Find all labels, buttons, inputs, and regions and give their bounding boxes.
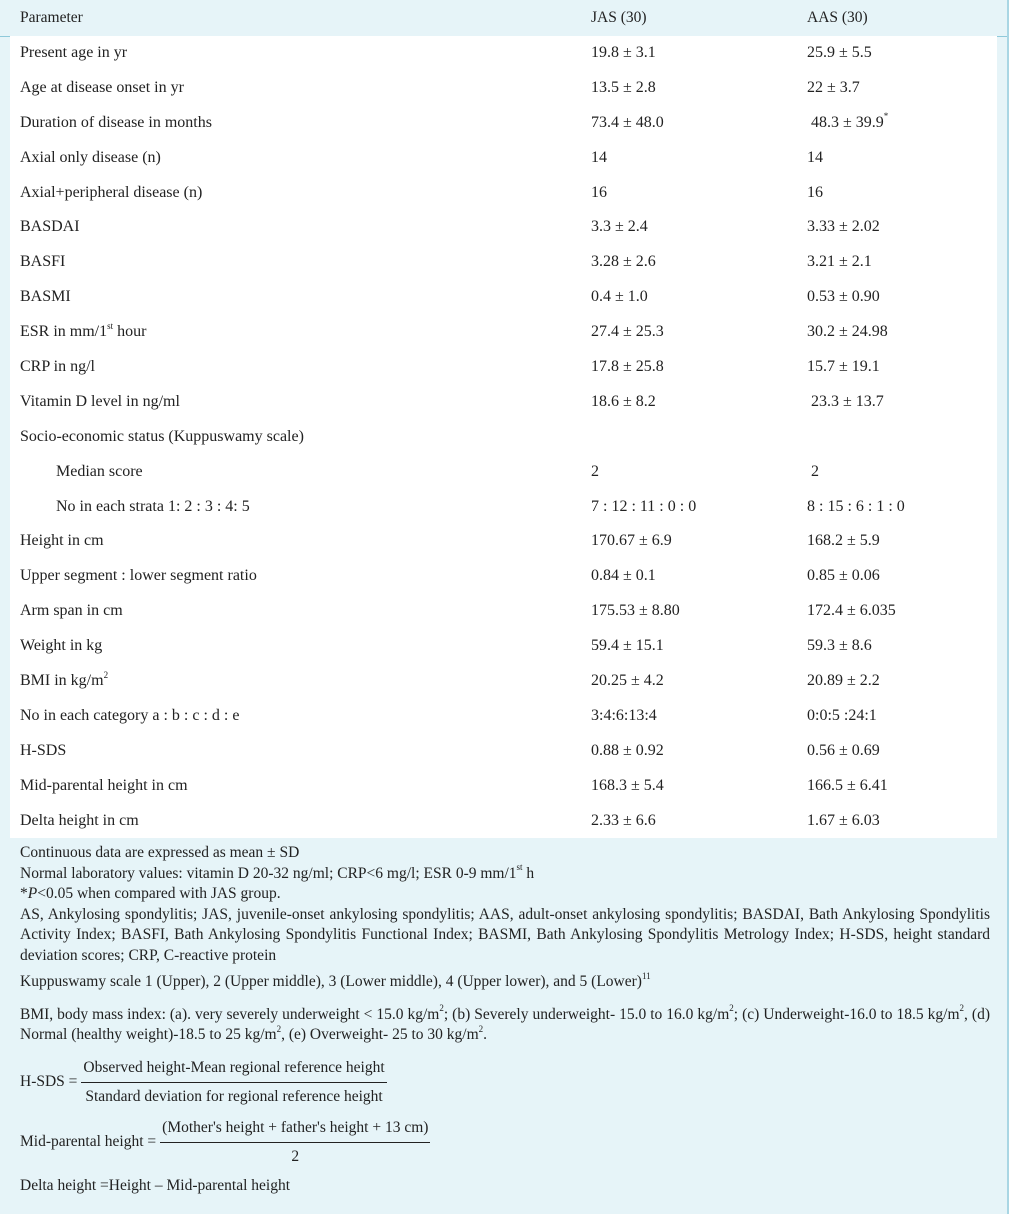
table-row xyxy=(10,664,997,699)
cell-parameter: Vitamin D level in ng/ml xyxy=(20,392,180,410)
cell-aas: 166.5 ± 6.41 xyxy=(807,776,888,794)
cell-jas: 18.6 ± 8.2 xyxy=(591,392,656,410)
cell-parameter: Delta height in cm xyxy=(20,811,139,829)
cell-parameter: BMI in $kg/m^2$ xyxy=(20,669,109,690)
cell-jas: 2.33 ± 6.6 xyxy=(591,811,656,829)
table-row xyxy=(10,699,997,734)
cell-parameter: BASFI xyxy=(20,253,66,271)
cell-jas: 13.5 ± 2.8 xyxy=(591,78,656,96)
formula-hsds-label: H-SDS = xyxy=(20,1073,78,1091)
table-row xyxy=(10,176,997,211)
cell-parameter: ESR in mm/1st hour xyxy=(20,320,147,341)
cell-aas: 8 : 15 : 6 : 1 : 0 xyxy=(807,497,905,515)
table-row xyxy=(10,420,997,455)
cell-parameter: Axial only disease (n) xyxy=(20,148,161,166)
formula-mph-denominator: 2 xyxy=(291,1148,300,1165)
formula-hsds xyxy=(20,1058,990,1108)
formula-mph-label: Mid-parental height = xyxy=(20,1133,157,1151)
table-footnotes xyxy=(20,843,990,1196)
cell-aas: 1.67 ± 6.03 xyxy=(807,811,880,829)
cell-jas: 19.8 ± 3.1 xyxy=(591,44,656,61)
cell-aas: 3.33 ± 2.02 xyxy=(807,218,880,236)
cell-aas: 168.2 ± 5.9 xyxy=(807,532,880,550)
cell-parameter: Mid-parental height in cm xyxy=(20,776,188,794)
cell-aas: 22 ± 3.7 xyxy=(807,78,860,96)
cell-aas: 59.3 ± 8.6 xyxy=(807,637,872,655)
formula-mph-numerator: (Mother's height + father's height + 13 cm) xyxy=(160,1118,430,1144)
table-row xyxy=(10,141,997,176)
table-row xyxy=(10,280,997,315)
cell-aas: 23.3 ± 13.7 xyxy=(807,392,884,410)
cell-aas: 25.9 ± 5.5 xyxy=(807,44,872,61)
cell-parameter: Axial+peripheral disease (n) xyxy=(20,183,203,201)
formula-hsds-fraction xyxy=(81,1058,386,1108)
cell-aas: 0:0:5 :24:1 xyxy=(807,706,877,724)
cell-parameter: BASMI xyxy=(20,288,71,306)
cell-parameter: No in each category a : b : c : d : e xyxy=(20,706,240,724)
table-row xyxy=(10,71,997,106)
cell-jas: 16 xyxy=(591,183,607,201)
cell-aas: 48.3 ± 39.9* xyxy=(807,111,889,131)
cell-jas: 0.84 ± 0.1 xyxy=(591,567,656,585)
cell-parameter: Arm span in cm xyxy=(20,602,123,620)
formula-delta-height: Delta height =Height – Mid-parental height xyxy=(20,1176,291,1194)
cell-parameter: Upper segment : lower segment ratio xyxy=(20,567,257,585)
cell-jas: 20.25 ± 4.2 xyxy=(591,672,664,690)
cell-aas: 172.4 ± 6.035 xyxy=(807,602,896,620)
cell-jas: 7 : 12 : 11 : 0 : 0 xyxy=(591,497,697,515)
cell-jas: 73.4 ± 48.0 xyxy=(591,113,664,131)
cell-jas: 27.4 ± 25.3 xyxy=(591,323,664,341)
table-row xyxy=(10,769,997,804)
header-aas: AAS (30) xyxy=(807,9,868,26)
table-row xyxy=(10,524,997,559)
table-header xyxy=(0,0,1009,37)
cell-aas: 30.2 ± 24.98 xyxy=(807,323,888,341)
cell-parameter: Age at disease onset in yr xyxy=(20,78,184,96)
table-row xyxy=(10,350,997,385)
cell-aas: 0.53 ± 0.90 xyxy=(807,288,880,306)
footnote-p-value: *P<0.05 when compared with JAS group. xyxy=(20,885,281,902)
cell-parameter: Height in cm xyxy=(20,532,104,550)
footnote-kuppuswamy: Kuppuswamy scale 1 (Upper), 2 (Upper middle), 3 (Lower middle), 4 (Upper lower), and 5 (Lower)$^{11}$ xyxy=(20,970,651,990)
formula-mph-fraction xyxy=(160,1118,430,1168)
cell-jas: 3.28 ± 2.6 xyxy=(591,253,656,271)
cell-jas: 0.4 ± 1.0 xyxy=(591,288,648,306)
cell-parameter: H-SDS xyxy=(20,741,67,759)
table-row xyxy=(10,245,997,280)
cell-jas: 168.3 ± 5.4 xyxy=(591,776,664,794)
cell-jas: 2 xyxy=(591,462,599,480)
footnote-continuous: Continuous data are expressed as mean ± SD xyxy=(20,844,300,861)
table-row xyxy=(10,490,997,525)
cell-parameter: Median score xyxy=(56,462,143,480)
footnote-normal-lab: Normal laboratory values: vitamin D 20-32 ng/ml; CRP<6 mg/l; ESR 0-9 mm/1st h xyxy=(20,862,535,882)
cell-jas: 17.8 ± 25.8 xyxy=(591,358,664,376)
cell-jas: 59.4 ± 15.1 xyxy=(591,637,664,655)
table-row xyxy=(10,559,997,594)
table-row xyxy=(10,315,997,350)
table-body xyxy=(10,36,997,838)
table-row xyxy=(10,385,997,420)
cell-aas: 2 xyxy=(807,462,819,480)
footnote-bmi: BMI, body mass index: (a). very severely underweight < 15.0 $kg/m^2$; (b) Severely underweight- 15.0 to 16.0 $kg/m^2$; (c) Underweight-16.0 to 18.5 $kg/m^2$, (d) Normal (healthy weight)-18.5 to 25 $kg/m^2$, (e) Overweight- 25 to 30 $kg/m^2$. xyxy=(20,1003,990,1043)
cell-aas: 16 xyxy=(807,183,823,201)
formula-mid-parental xyxy=(20,1118,990,1168)
table-row xyxy=(10,734,997,769)
cell-aas: 15.7 ± 19.1 xyxy=(807,358,880,376)
cell-aas: 20.89 ± 2.2 xyxy=(807,672,880,690)
cell-parameter: CRP in ng/l xyxy=(20,358,95,376)
formula-hsds-numerator: Observed height-Mean regional reference height xyxy=(81,1058,386,1084)
table-row xyxy=(10,210,997,245)
cell-jas: 0.88 ± 0.92 xyxy=(591,741,664,759)
cell-aas: 3.21 ± 2.1 xyxy=(807,253,872,271)
table-row xyxy=(10,804,997,839)
cell-jas: 14 xyxy=(591,148,607,166)
cell-parameter: Weight in kg xyxy=(20,637,103,655)
cell-jas: 3:4:6:13:4 xyxy=(591,706,657,724)
cell-parameter: Duration of disease in months xyxy=(20,113,212,131)
cell-jas: 170.67 ± 6.9 xyxy=(591,532,672,550)
footnote-abbreviations: AS, Ankylosing spondylitis; JAS, juvenile-onset ankylosing spondylitis; AAS, adult-onset ankylosing spondylitis; BASDAI, Bath Ankylosing Spondylitis Activity Index; BASFI, Bath Ankylosing Spondylitis Functional Index; BASMI, Bath Ankylosing Spondylitis Metrology Index; H-SDS, height standard deviation scores; CRP, C-reactive protein xyxy=(20,905,990,964)
table-row xyxy=(10,629,997,664)
cell-aas: 0.85 ± 0.06 xyxy=(807,567,880,585)
cell-aas: 0.56 ± 0.69 xyxy=(807,741,880,759)
cell-parameter: Socio-economic status (Kuppuswamy scale) xyxy=(20,427,304,445)
table-row xyxy=(10,36,997,71)
table-row xyxy=(10,594,997,629)
table-row xyxy=(10,106,997,141)
cell-parameter: No in each strata 1: 2 : 3 : 4: 5 xyxy=(56,497,250,515)
cell-jas: 175.53 ± 8.80 xyxy=(591,602,680,620)
cell-parameter: BASDAI xyxy=(20,218,80,236)
cell-parameter: Present age in yr xyxy=(20,44,128,61)
formula-hsds-denominator: Standard deviation for regional reference height xyxy=(85,1088,383,1105)
cell-aas: 14 xyxy=(807,148,823,166)
table-row xyxy=(10,455,997,490)
cell-jas: 3.3 ± 2.4 xyxy=(591,218,648,236)
header-jas: JAS (30) xyxy=(591,9,647,26)
header-parameter: Parameter xyxy=(20,9,83,26)
